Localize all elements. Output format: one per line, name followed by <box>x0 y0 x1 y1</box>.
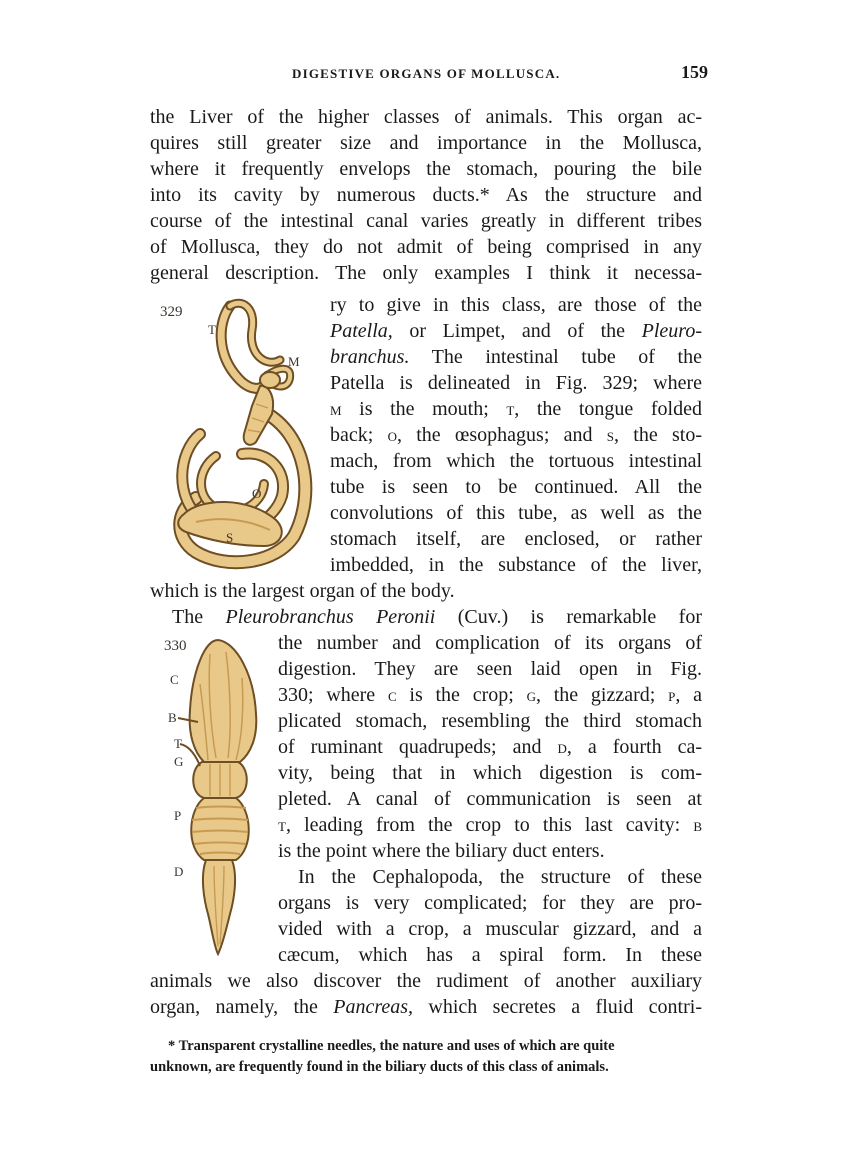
label-s: S <box>226 530 234 545</box>
text-line: of Mollusca, they do not admit of being comprised in any <box>150 236 702 258</box>
text-line: digestion. They are seen laid open in Fig. <box>278 658 702 680</box>
text-line: convolutions of this tube, as well as the <box>330 502 702 524</box>
text-line: where it frequently envelops the stomach, pouring the bile <box>150 158 702 180</box>
text-line: ry to give in this class, are those of the <box>330 294 702 316</box>
text-line: cæcum, which has a spiral form. In these <box>278 944 702 966</box>
text-line: back; O, the œsophagus; and S, the sto- <box>330 424 702 446</box>
text-line: Patella, or Limpet, and of the Pleuro- <box>330 320 702 342</box>
label-b: B <box>168 710 177 725</box>
text-line: stomach itself, are enclosed, or rather <box>330 528 702 550</box>
figure-number: 329 <box>160 304 183 320</box>
label-t: T <box>208 322 216 337</box>
text-line: 330; where C is the crop; G, the gizzard; P, a <box>278 684 702 706</box>
figure-number: 330 <box>164 638 187 654</box>
text-line: the number and complication of its organs of <box>278 632 702 654</box>
text-line: of ruminant quadrupeds; and D, a fourth ca- <box>278 736 703 758</box>
page-header <box>150 62 708 88</box>
footnote-line: * Transparent crystalline needles, the nature and uses of which are quite <box>168 1038 615 1054</box>
text-line: pleted. A canal of communication is seen at <box>278 788 702 810</box>
label-t: T <box>174 736 182 751</box>
figure-330-pleurobranchus-digestive-organs <box>160 634 270 958</box>
label-m: M <box>288 354 300 369</box>
text-line: imbedded, in the substance of the liver, <box>330 554 702 576</box>
text-line: organ, namely, the Pancreas, which secretes a fluid contri- <box>150 996 702 1018</box>
text-line: vided with a crop, a muscular gizzard, and a <box>278 918 702 940</box>
text-line: organs is very complicated; for they are pro- <box>278 892 702 914</box>
page-number: 159 <box>681 62 708 82</box>
text-line: M is the mouth; T, the tongue folded <box>330 398 702 420</box>
footnote-line: unknown, are frequently found in the biliary ducts of this class of animals. <box>150 1059 609 1075</box>
text-line: plicated stomach, resembling the third stomach <box>278 710 702 732</box>
text-line: tube is seen to be continued. All the <box>330 476 702 498</box>
label-c: C <box>170 672 179 687</box>
text-line: the Liver of the higher classes of animals. This organ ac- <box>150 106 702 128</box>
text-line: The Pleurobranchus Peronii (Cuv.) is remarkable for <box>172 606 703 628</box>
text-line: branchus. The intestinal tube of the <box>330 346 702 368</box>
label-d: D <box>174 864 184 879</box>
figure-329-patella-intestine <box>156 284 328 580</box>
text-line: which is the largest organ of the body. <box>150 580 455 602</box>
text-line: In the Cephalopoda, the structure of these <box>298 866 702 888</box>
label-p: P <box>174 808 182 823</box>
text-line: is the point where the biliary duct enters. <box>278 840 605 862</box>
text-line: animals we also discover the rudiment of another auxiliary <box>150 970 702 992</box>
label-o: O <box>252 486 262 501</box>
text-line: vity, being that in which digestion is com- <box>278 762 702 784</box>
text-line: into its cavity by numerous ducts.* As the structure and <box>150 184 702 206</box>
text-line: course of the intestinal canal varies greatly in different tribes <box>150 210 702 232</box>
text-line: Patella is delineated in Fig. 329; where <box>330 372 702 394</box>
text-line: mach, from which the tortuous intestinal <box>330 450 702 472</box>
text-line: T, leading from the crop to this last cavity: B <box>278 814 702 836</box>
patella-intestine-illustration <box>156 284 328 580</box>
label-g: G <box>174 754 184 769</box>
text-line: quires still greater size and importance in the Mollusca, <box>150 132 702 154</box>
text-line: general description. The only examples I think it necessa- <box>150 262 702 284</box>
running-head: DIGESTIVE ORGANS OF MOLLUSCA. <box>292 66 561 81</box>
